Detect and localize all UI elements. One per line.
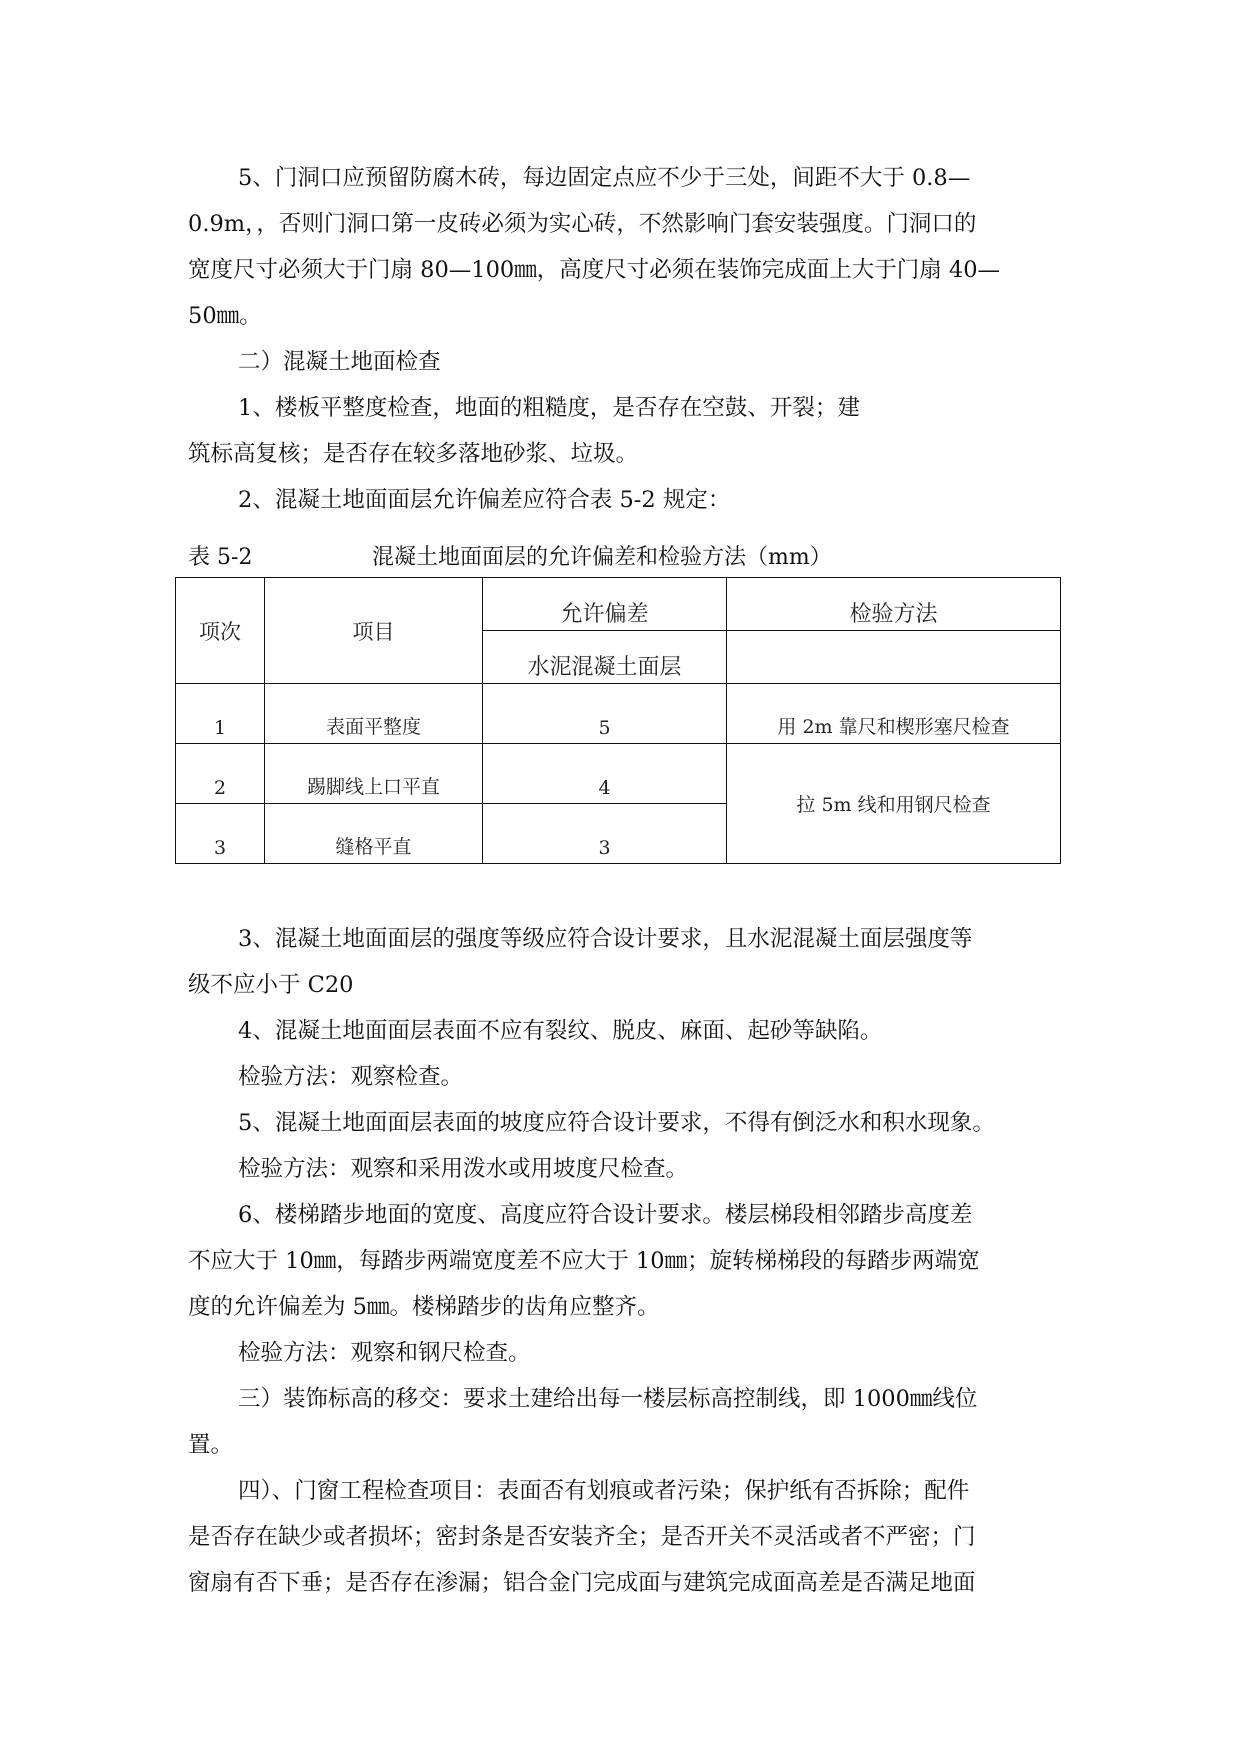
header-tolerance-sub: 水泥混凝土面层 <box>483 631 727 684</box>
paragraph-line: 1、楼板平整度检查，地面的粗糙度，是否存在空鼓、开裂；建 <box>238 395 860 421</box>
paragraph-line: 5、混凝土地面面层表面的坡度应符合设计要求，不得有倒泛水和积水现象。 <box>238 1110 995 1136</box>
paragraph-line: 筑标高复核；是否存在较多落地砂浆、垃圾。 <box>188 441 639 467</box>
row-tolerance: 5 <box>483 684 727 744</box>
paragraph-line: 3、混凝土地面面层的强度等级应符合设计要求，且水泥混凝土面层强度等 <box>238 926 973 952</box>
row-item: 踢脚线上口平直 <box>265 744 483 804</box>
header-item: 项目 <box>265 578 483 684</box>
paragraph-line: 宽度尺寸必须大于门扇 80—100㎜，高度尺寸必须在装饰完成面上大于门扇 40— <box>188 257 1001 283</box>
paragraph-line: 检验方法：观察检查。 <box>238 1064 464 1090</box>
row-tolerance: 3 <box>483 804 727 864</box>
table-caption-title: 混凝土地面面层的允许偏差和检验方法（mm） <box>372 545 832 570</box>
paragraph-line: 是否存在缺少或者损坏；密封条是否安装齐全；是否开关不灵活或者不严密；门 <box>188 1524 976 1550</box>
header-method-sub <box>727 631 1061 684</box>
paragraph-line: 不应大于 10㎜，每踏步两端宽度差不应大于 10㎜；旋转梯梯段的每踏步两端宽 <box>188 1248 980 1274</box>
paragraph-line: 置。 <box>188 1432 234 1458</box>
section-heading: 三）装饰标高的移交：要求土建给出每一楼层标高控制线，即 1000㎜线位 <box>238 1386 978 1412</box>
paragraph-line: 0.9m，，否则门洞口第一皮砖必须为实心砖，不然影响门套安装强度。门洞口的 <box>188 211 977 237</box>
row-index: 2 <box>176 744 265 804</box>
row-item: 表面平整度 <box>265 684 483 744</box>
table-row <box>176 744 1061 804</box>
table-caption-number: 表 5-2 <box>188 545 253 570</box>
paragraph-line: 2、混凝土地面面层允许偏差应符合表 5-2 规定： <box>238 487 731 513</box>
paragraph-line: 6、楼梯踏步地面的宽度、高度应符合设计要求。楼层梯段相邻踏步高度差 <box>238 1202 973 1228</box>
tolerance-table <box>175 577 1061 864</box>
paragraph-line: 级不应小于 C20 <box>188 972 354 998</box>
paragraph-line: 5、门洞口应预留防腐木砖，每边固定点应不少于三处，间距不大于 0.8— <box>238 165 971 191</box>
paragraph-line: 50㎜。 <box>188 303 262 329</box>
header-tolerance: 允许偏差 <box>483 578 727 631</box>
header-method: 检验方法 <box>727 578 1061 631</box>
paragraph-line: 4、混凝土地面面层表面不应有裂纹、脱皮、麻面、起砂等缺陷。 <box>238 1018 883 1044</box>
paragraph-line: 检验方法：观察和钢尺检查。 <box>238 1340 531 1366</box>
row-method: 用 2m 靠尺和楔形塞尺检查 <box>727 684 1061 744</box>
table-row <box>176 684 1061 744</box>
paragraph-line: 检验方法：观察和采用泼水或用坡度尺检查。 <box>238 1156 689 1182</box>
row-index: 1 <box>176 684 265 744</box>
row-tolerance: 4 <box>483 744 727 804</box>
section-heading: 二）混凝土地面检查 <box>238 349 441 375</box>
table-header-row <box>176 578 1061 631</box>
row-method-merged: 拉 5m 线和用钢尺检查 <box>727 744 1061 864</box>
header-index: 项次 <box>176 578 265 684</box>
paragraph-line: 窗扇有否下垂；是否存在渗漏；铝合金门完成面与建筑完成面高差是否满足地面 <box>188 1570 976 1596</box>
section-heading: 四）、门窗工程检查项目：表面否有划痕或者污染；保护纸有否拆除；配件 <box>238 1478 970 1504</box>
row-index: 3 <box>176 804 265 864</box>
paragraph-line: 度的允许偏差为 5㎜。楼梯踏步的齿角应整齐。 <box>188 1294 660 1320</box>
row-item: 缝格平直 <box>265 804 483 864</box>
